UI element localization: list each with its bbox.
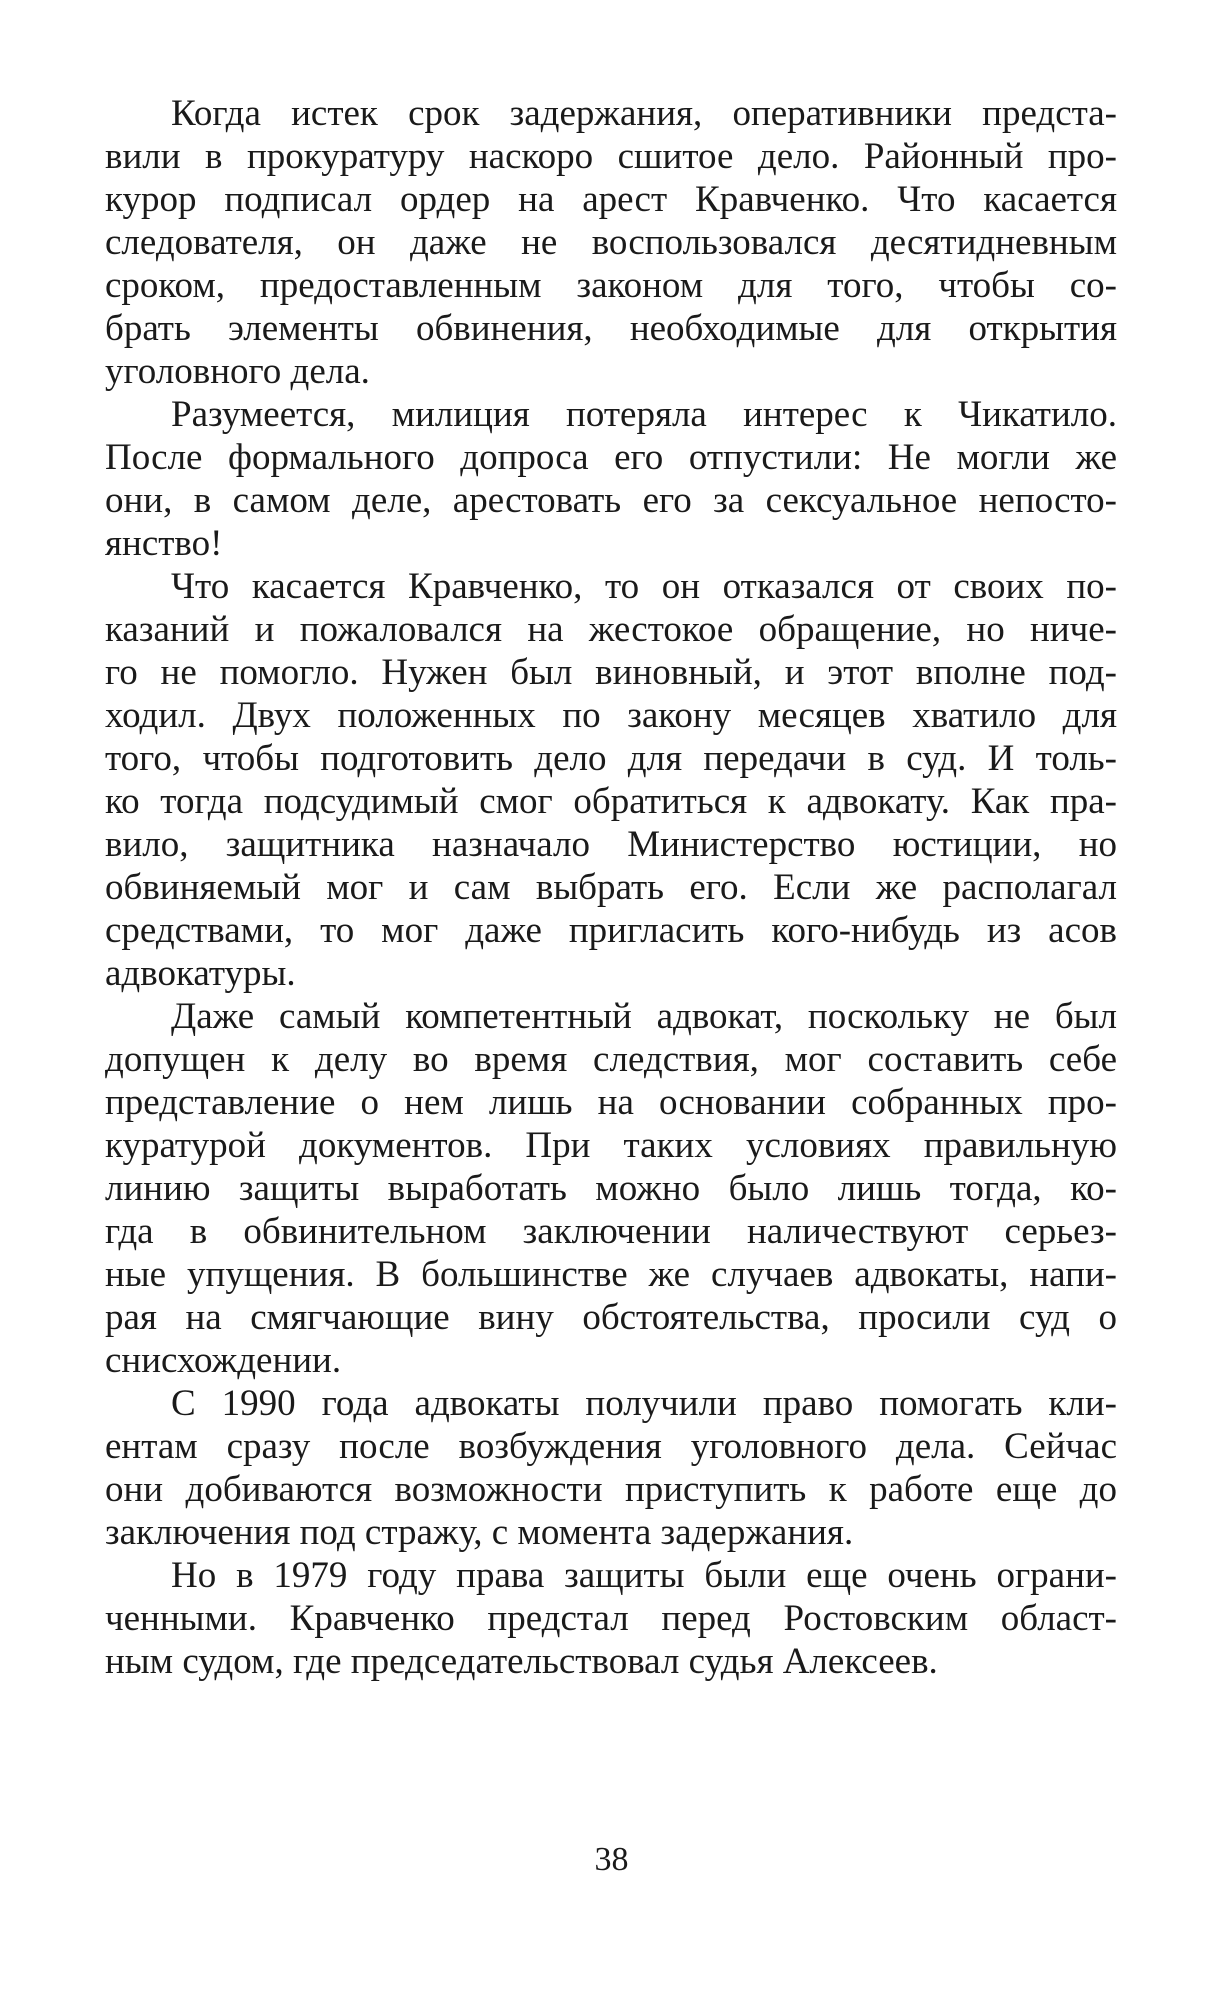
text-line: Разумеется, милиция потеряла интерес к Чикатило.: [171, 394, 1117, 435]
text-line: представление о нем лишь на основании собранных про-: [105, 1082, 1117, 1123]
body-text: [105, 92, 1117, 1683]
text-line: После формального допроса его отпустили: Не могли же: [105, 437, 1117, 478]
page-number: 38: [594, 1841, 629, 1878]
text-line: сроком, предоставленным законом для того, чтобы со-: [105, 265, 1117, 306]
paragraph-2: [105, 393, 1117, 565]
text-line: Когда истек срок задержания, оперативники предста-: [171, 93, 1117, 134]
text-line: ные упущения. В большинстве же случаев адвокаты, напи-: [105, 1254, 1117, 1295]
text-line: средствами, то мог даже пригласить кого-нибудь из асов: [105, 910, 1117, 951]
text-line: казаний и пожаловался на жестокое обращение, но ниче-: [105, 609, 1117, 650]
paragraph-5: [105, 1382, 1117, 1554]
text-line: го не помогло. Нужен был виновный, и этот вполне под-: [105, 652, 1117, 693]
text-line: ченными. Кравченко предстал перед Ростовским област-: [105, 1598, 1117, 1639]
text-line: допущен к делу во время следствия, мог составить себе: [105, 1039, 1117, 1080]
text-line: брать элементы обвинения, необходимые для открытия: [105, 308, 1117, 349]
text-line: гда в обвинительном заключении наличествуют серьез-: [105, 1211, 1117, 1252]
text-line: вило, защитника назначало Министерство юстиции, но: [105, 824, 1117, 865]
text-line: следователя, он даже не воспользовался десятидневным: [105, 222, 1117, 263]
paragraph-1: [105, 92, 1117, 393]
text-line: куратурой документов. При таких условиях правильную: [105, 1125, 1117, 1166]
text-line: ным судом, где председательствовал судья Алексеев.: [105, 1641, 938, 1682]
text-line: того, чтобы подготовить дело для передачи в суд. И толь-: [105, 738, 1117, 779]
text-line: ентам сразу после возбуждения уголовного дела. Сейчас: [105, 1426, 1117, 1467]
paragraph-4: [105, 995, 1117, 1382]
text-line: С 1990 года адвокаты получили право помогать кли-: [171, 1383, 1117, 1424]
text-line: обвиняемый мог и сам выбрать его. Если же располагал: [105, 867, 1117, 908]
text-line: Даже самый компетентный адвокат, поскольку не был: [171, 996, 1117, 1037]
text-line: линию защиты выработать можно было лишь тогда, ко-: [105, 1168, 1117, 1209]
text-line: янство!: [105, 523, 223, 564]
text-line: уголовного дела.: [105, 351, 370, 392]
text-line: снисхождении.: [105, 1340, 342, 1381]
text-line: адвокатуры.: [105, 953, 296, 994]
paragraph-6: [105, 1554, 1117, 1683]
text-line: заключения под стражу, с момента задержания.: [105, 1512, 854, 1553]
text-line: ходил. Двух положенных по закону месяцев хватило для: [105, 695, 1117, 736]
text-line: ко тогда подсудимый смог обратиться к адвокату. Как пра-: [105, 781, 1117, 822]
text-line: Что касается Кравченко, то он отказался от своих по-: [171, 566, 1117, 607]
text-line: курор подписал ордер на арест Кравченко. Что касается: [105, 179, 1117, 220]
text-line: они, в самом деле, арестовать его за сексуальное непосто-: [105, 480, 1117, 521]
paragraph-3: [105, 565, 1117, 995]
text-line: Но в 1979 году права защиты были еще очень ограни-: [171, 1555, 1117, 1596]
text-line: рая на смягчающие вину обстоятельства, просили суд о: [105, 1297, 1117, 1338]
text-line: вили в прокуратуру наскоро сшитое дело. Районный про-: [105, 136, 1117, 177]
text-line: они добиваются возможности приступить к работе еще до: [105, 1469, 1117, 1510]
